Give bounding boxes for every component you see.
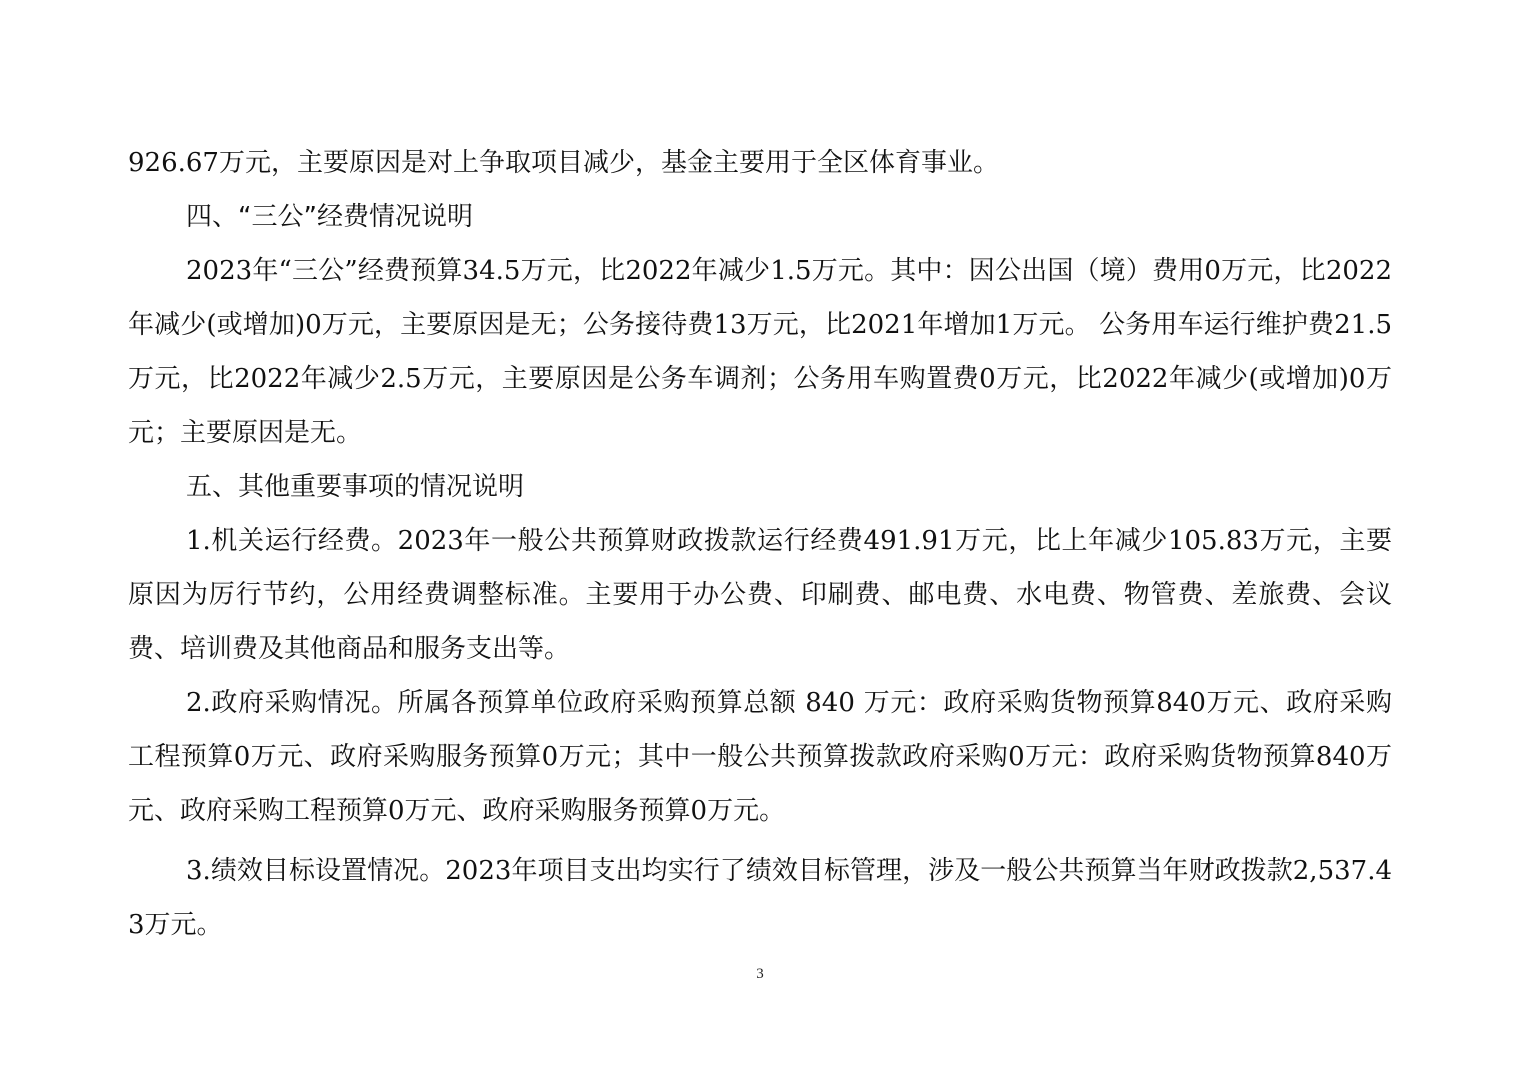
paragraph-performance-targets: 3.绩效目标设置情况。2023年项目支出均实行了绩效目标管理，涉及一般公共预算当年财政拨款2,537.43万元。	[128, 856, 1392, 940]
paragraph-government-procurement: 2.政府采购情况。所属各预算单位政府采购预算总额 840 万元：政府采购货物预算840万元、政府采购工程预算0万元、政府采购服务预算0万元；其中一般公共预算拨款政府采购0万元：政府采购货物预算840万元、政府采购工程预算0万元、政府采购服务预算0万元。	[128, 688, 1392, 826]
section-heading-three-public-expenses: 四、“三公”经费情况说明	[186, 202, 473, 232]
paragraph-three-public-expenses: 2023年“三公”经费预算34.5万元，比2022年减少1.5万元。其中：因公出国（境）费用0万元，比2022年减少(或增加)0万元，主要原因是无；公务接待费13万元，比2021年增加1万元。 公务用车运行维护费21.5万元，比2022年减少2.5万元，主要原因是公务车调剂；公务用车购置费0万元，比2022年减少(或增加)0万元；主要原因是无。	[128, 256, 1392, 448]
document-body	[128, 136, 1392, 952]
paragraph-fund-summary: 926.67万元，主要原因是对上争取项目减少，基金主要用于全区体育事业。	[128, 148, 999, 178]
section-heading-other-matters: 五、其他重要事项的情况说明	[186, 472, 525, 502]
page-number: 3	[756, 966, 764, 982]
paragraph-operating-expenses: 1.机关运行经费。2023年一般公共预算财政拨款运行经费491.91万元，比上年减少105.83万元，主要原因为厉行节约，公用经费调整标准。主要用于办公费、印刷费、邮电费、水电费、物管费、差旅费、会议费、培训费及其他商品和服务支出等。	[128, 526, 1392, 664]
